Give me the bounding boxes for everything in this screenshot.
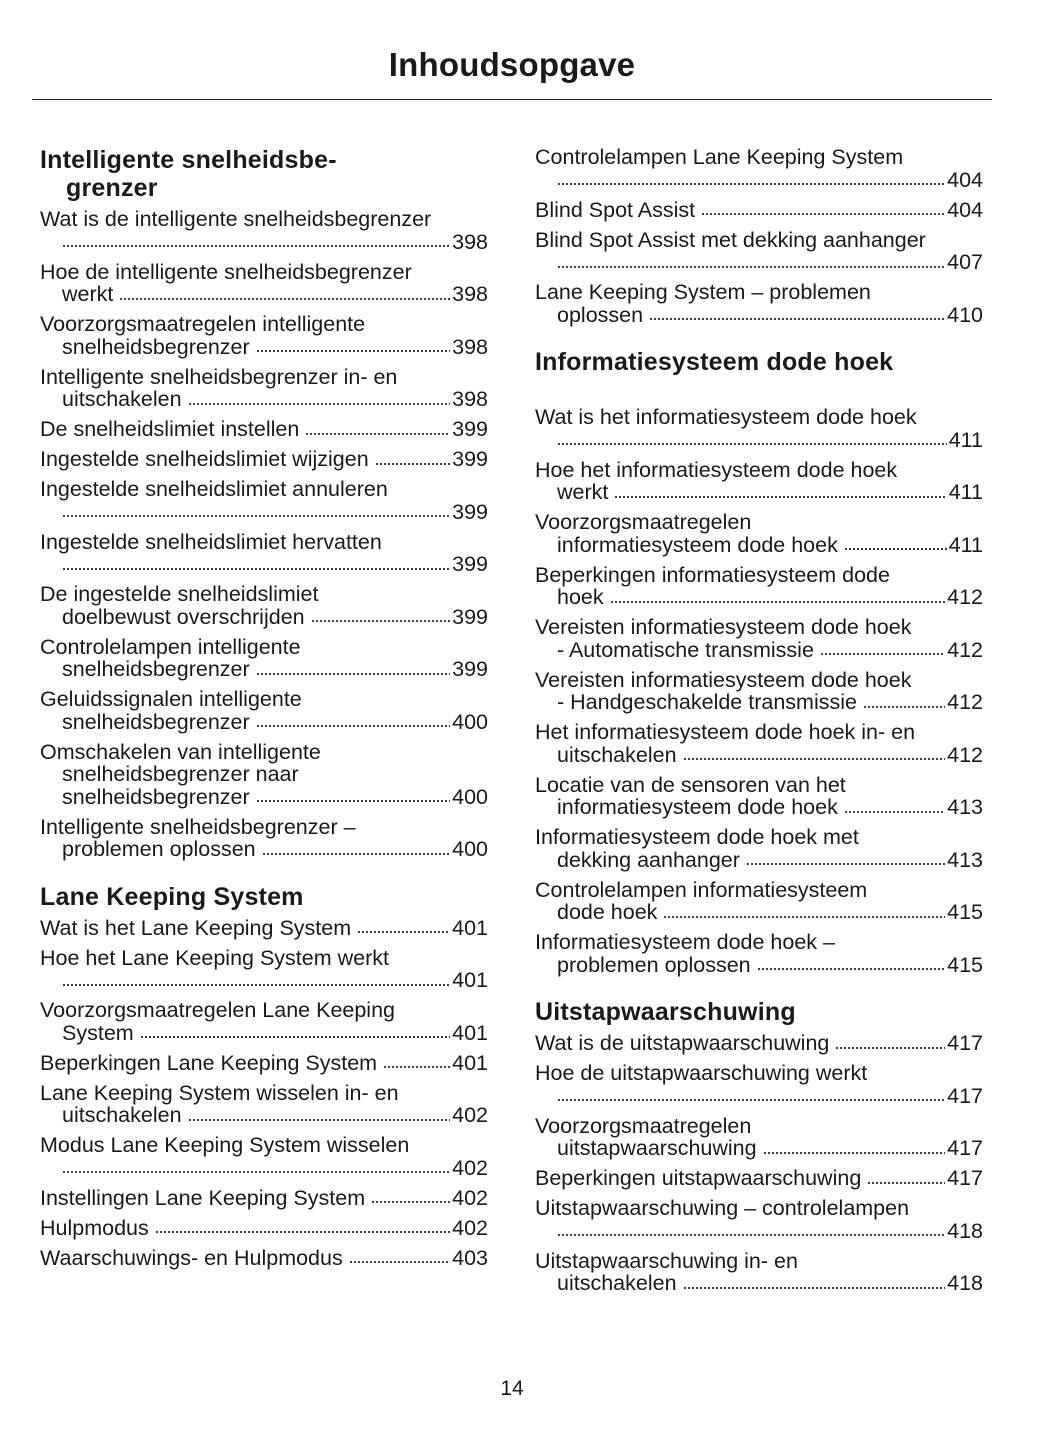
- dot-leader: [62, 242, 450, 248]
- toc-entry-line: [40, 583, 488, 606]
- toc-entry-line: [40, 283, 488, 306]
- toc-entry-line: [535, 534, 983, 557]
- toc-entry-line: [40, 838, 488, 861]
- toc-column-left: [40, 146, 488, 1277]
- toc-entry-page[interactable]: 417: [947, 1031, 983, 1055]
- toc-entry-page[interactable]: 411: [948, 427, 983, 452]
- toc-entry-line: [535, 774, 983, 797]
- toc-entry-text: uitschakelen: [62, 1103, 182, 1127]
- toc-section: [40, 883, 488, 1270]
- toc-entry[interactable]: [535, 1062, 983, 1107]
- toc-entry[interactable]: [535, 511, 983, 556]
- toc-entry-text: Controlelampen Lane Keeping System: [535, 145, 904, 169]
- toc-entry-line: [535, 251, 983, 274]
- dot-leader: [383, 1063, 450, 1069]
- toc-entry-text: Hoe het Lane Keeping System werkt: [40, 945, 389, 970]
- toc-entry-line: [535, 304, 983, 327]
- toc-entry-line: [40, 606, 488, 629]
- toc-entry[interactable]: [535, 826, 983, 871]
- toc-entry-text: Geluidssignalen intelligente: [40, 687, 302, 711]
- dot-leader: [610, 598, 946, 604]
- toc-entry[interactable]: [535, 229, 983, 274]
- toc-entry[interactable]: [40, 947, 488, 992]
- toc-entry-text: Blind Spot Assist met dekking aanhanger: [535, 227, 926, 252]
- toc-entry-page[interactable]: 399: [452, 657, 488, 681]
- dot-leader: [256, 670, 450, 676]
- toc-entry[interactable]: [40, 688, 488, 733]
- toc-entry[interactable]: [40, 366, 488, 411]
- toc-entry-line: [535, 1115, 983, 1138]
- toc-entry-line: [535, 1197, 983, 1220]
- dot-leader: [357, 928, 450, 934]
- toc-entry[interactable]: [535, 931, 983, 976]
- toc-column-right: [535, 146, 983, 1302]
- section-heading-line: grenzer: [66, 174, 158, 202]
- section-heading: [40, 146, 488, 202]
- toc-entry-line: [40, 531, 488, 554]
- dot-leader: [305, 430, 450, 436]
- dot-leader: [557, 440, 947, 446]
- toc-entry-page[interactable]: 403: [452, 1245, 488, 1270]
- toc-entry-page[interactable]: 399: [452, 499, 488, 524]
- toc-entry-text: snelheidsbegrenzer: [62, 709, 250, 734]
- toc-entry-text: Controlelampen intelligente: [40, 634, 301, 659]
- toc-entry-page[interactable]: 400: [452, 784, 488, 809]
- toc-entry-line: [535, 849, 983, 872]
- toc-section: [535, 146, 983, 326]
- toc-entry-text: Locatie van de sensoren van het: [535, 772, 846, 797]
- toc-entry-text: problemen oplossen: [557, 952, 751, 977]
- toc-entry-text: Hulpmodus: [40, 1215, 149, 1240]
- toc-entry-line: [535, 586, 983, 609]
- toc-entry-page[interactable]: 401: [452, 968, 488, 992]
- toc-entry-text: Ingestelde snelheidslimiet wijzigen: [40, 447, 369, 471]
- dot-leader: [701, 210, 945, 216]
- toc-entry-page[interactable]: 415: [947, 952, 983, 977]
- toc-entry-line: [535, 229, 983, 252]
- toc-entry[interactable]: [535, 721, 983, 766]
- toc-entry-line: [535, 639, 983, 662]
- toc-entry-text: Beperkingen Lane Keeping System: [40, 1050, 378, 1075]
- toc-entry-text: Voorzorgsmaatregelen Lane Keeping: [40, 998, 396, 1022]
- toc-entry-line: [535, 1272, 983, 1295]
- toc-entry[interactable]: [40, 1247, 488, 1270]
- section-heading: [40, 883, 488, 911]
- toc-entry-line: [535, 954, 983, 977]
- toc-entry-text: informatiesysteem dode hoek: [557, 532, 838, 557]
- toc-entry-line: [535, 1032, 983, 1055]
- toc-entry-text: Voorzorgsmaatregelen intelligente: [40, 312, 366, 336]
- toc-entry-text: - Handgeschakelde transmissie: [557, 690, 857, 714]
- toc-entry-page[interactable]: 417: [947, 1136, 983, 1160]
- toc-entry-line: [535, 669, 983, 692]
- toc-entry-text: Wat is de intelligente snelheidsbegrenzer: [40, 207, 432, 231]
- dot-leader: [557, 1096, 945, 1102]
- toc-entry-line: [40, 1157, 488, 1180]
- toc-entry-text: Hoe het informatiesysteem dode hoek: [535, 457, 898, 482]
- title-divider: [32, 99, 992, 100]
- toc-entry-page[interactable]: 399: [452, 417, 488, 441]
- toc-entry-line: [40, 1247, 488, 1270]
- toc-entry-text: Omschakelen van intelligente: [40, 739, 321, 764]
- toc-entry-line: [40, 947, 488, 970]
- toc-entry-line: [535, 511, 983, 534]
- toc-entry-line: [40, 1134, 488, 1157]
- toc-entry-line: [535, 1167, 983, 1190]
- toc-entry[interactable]: [40, 478, 488, 523]
- toc-entry-page[interactable]: 412: [947, 585, 983, 609]
- toc-entry-line: [535, 281, 983, 304]
- toc-entry[interactable]: [40, 816, 488, 861]
- toc-entry-line: [40, 1052, 488, 1075]
- toc-entry[interactable]: [535, 1032, 983, 1055]
- toc-entry-page[interactable]: 415: [947, 900, 983, 924]
- toc-entry-page[interactable]: 413: [947, 795, 983, 819]
- toc-entry[interactable]: [40, 418, 488, 441]
- toc-entry-text: Modus Lane Keeping System wisselen: [40, 1133, 410, 1157]
- toc-entry-text: Hoe de intelligente snelheidsbegrenzer: [40, 259, 412, 284]
- dot-leader: [835, 1044, 945, 1050]
- toc-entry-line: [40, 658, 488, 681]
- toc-entry-line: [40, 208, 488, 231]
- toc-entry-page[interactable]: 411: [948, 480, 983, 504]
- toc-entry[interactable]: [535, 1250, 983, 1295]
- toc-entry-line: [40, 763, 488, 786]
- toc-entry-text: Hoe de uitstapwaarschuwing werkt: [535, 1061, 868, 1085]
- toc-entry[interactable]: [535, 616, 983, 661]
- toc-entry[interactable]: [40, 313, 488, 358]
- toc-entry-text: uitschakelen: [557, 1271, 677, 1295]
- toc-entry[interactable]: [40, 531, 488, 576]
- dot-leader: [820, 650, 945, 656]
- toc-entry-text: Het informatiesysteem dode hoek in- en: [535, 720, 916, 744]
- toc-entry-line: [40, 231, 488, 254]
- dot-leader: [663, 913, 945, 919]
- toc-entry-line: [40, 917, 488, 940]
- dot-leader: [349, 1258, 450, 1264]
- toc-entry[interactable]: [40, 208, 488, 253]
- dot-leader: [62, 565, 450, 571]
- toc-entry-page[interactable]: 418: [947, 1271, 983, 1295]
- dot-leader: [188, 1116, 451, 1122]
- dot-leader: [683, 1284, 946, 1290]
- toc-entry-page[interactable]: 402: [452, 1185, 488, 1210]
- toc-entry-text: Informatiesysteem dode hoek met: [535, 825, 859, 849]
- toc-entry-line: [40, 1082, 488, 1105]
- dot-leader: [371, 1198, 450, 1204]
- toc-entry-text: uitschakelen: [62, 387, 182, 411]
- toc-entry-page[interactable]: 401: [452, 1050, 488, 1075]
- toc-entry[interactable]: [535, 669, 983, 714]
- toc-entry-text: Intelligente snelheidsbegrenzer in- en: [40, 364, 398, 389]
- toc-entry[interactable]: [535, 459, 983, 504]
- toc-entry[interactable]: [535, 564, 983, 609]
- page-number: 14: [500, 1377, 524, 1400]
- toc-entry-text: Beperkingen informatiesysteem dode: [535, 562, 890, 587]
- dot-leader: [256, 797, 450, 803]
- toc-entry-line: [535, 931, 983, 954]
- toc-entry-text: hoek: [557, 585, 604, 609]
- dot-leader: [844, 545, 947, 551]
- toc-entry-line: [40, 969, 488, 992]
- toc-entry-text: Lane Keeping System – problemen: [535, 280, 871, 304]
- toc-entry-text: Waarschuwings- en Hulpmodus: [40, 1245, 343, 1270]
- toc-entry-page[interactable]: 400: [452, 837, 488, 861]
- toc-entry[interactable]: [535, 146, 983, 191]
- dot-leader: [867, 1179, 945, 1185]
- toc-entry-line: [535, 459, 983, 482]
- toc-entry-text: Wat is het informatiesysteem dode hoek: [535, 405, 917, 429]
- toc-entry[interactable]: [535, 281, 983, 326]
- toc-entry[interactable]: [535, 1115, 983, 1160]
- toc-entry-page[interactable]: 404: [947, 167, 983, 192]
- toc-entry-line: [40, 636, 488, 659]
- toc-entry-page[interactable]: 413: [947, 847, 983, 872]
- toc-entry-text: De ingestelde snelheidslimiet: [40, 582, 319, 606]
- toc-entry[interactable]: [40, 1187, 488, 1210]
- toc-entry-line: [535, 1220, 983, 1243]
- page-title: Inhoudsopgave: [388, 46, 636, 83]
- toc-entry-line: [535, 169, 983, 192]
- toc-entry-text: dode hoek: [557, 900, 658, 924]
- toc-entry-text: Lane Keeping System wisselen in- en: [40, 1080, 399, 1105]
- toc-entry-line: [535, 901, 983, 924]
- toc-entry-page[interactable]: 402: [452, 1155, 488, 1180]
- dot-leader: [119, 295, 450, 301]
- dot-leader: [311, 617, 451, 623]
- section-heading-line: Intelligente snelheidsbe-: [40, 146, 337, 174]
- section-heading: [535, 998, 983, 1026]
- toc-entry-line: [535, 146, 983, 169]
- toc-entry-line: [40, 336, 488, 359]
- toc-entry-line: [40, 786, 488, 809]
- toc-entry-page[interactable]: 400: [452, 709, 488, 734]
- toc-entry-text: - Automatische transmissie: [557, 637, 814, 662]
- toc-entry-line: [535, 564, 983, 587]
- toc-entry-line: [535, 1062, 983, 1085]
- toc-entry-page[interactable]: 402: [452, 1103, 488, 1127]
- toc-entry-text: Controlelampen informatiesysteem: [535, 877, 868, 902]
- toc-entry-line: [40, 388, 488, 411]
- dot-leader: [844, 808, 945, 814]
- toc-entry-line: [40, 711, 488, 734]
- toc-entry-text: Blind Spot Assist: [535, 197, 696, 222]
- toc-entry-text: Instellingen Lane Keeping System: [40, 1185, 366, 1210]
- toc-entry-text: Uitstapwaarschuwing in- en: [535, 1248, 798, 1273]
- dot-leader: [757, 965, 945, 971]
- dot-leader: [863, 703, 945, 709]
- toc-entry[interactable]: [40, 1082, 488, 1127]
- toc-entry-page[interactable]: 398: [452, 229, 488, 254]
- toc-entry-line: [535, 691, 983, 714]
- toc-entry-line: [40, 1217, 488, 1240]
- toc-entry-text: informatiesysteem dode hoek: [557, 795, 838, 819]
- toc-entry[interactable]: [40, 583, 488, 628]
- toc-entry-page[interactable]: 417: [947, 1166, 983, 1190]
- toc-entry-line: [40, 816, 488, 839]
- dot-leader: [140, 1033, 450, 1039]
- toc-entry[interactable]: [40, 917, 488, 940]
- toc-entry-line: [535, 721, 983, 744]
- toc-entry-text: snelheidsbegrenzer: [62, 784, 250, 809]
- toc-entry[interactable]: [40, 1052, 488, 1075]
- toc-section: [40, 146, 488, 861]
- section-heading-line: Lane Keeping System: [40, 882, 304, 911]
- toc-entry-line: [40, 261, 488, 284]
- dot-leader: [746, 860, 945, 866]
- toc-entry-text: Vereisten informatiesysteem dode hoek: [535, 615, 912, 639]
- dot-leader: [649, 315, 945, 321]
- toc-entry-line: [535, 199, 983, 222]
- toc-entry-line: [40, 366, 488, 389]
- toc-entry-line: [40, 999, 488, 1022]
- toc-entry-line: [535, 429, 983, 452]
- toc-entry-line: [535, 1137, 983, 1160]
- dot-leader: [763, 1149, 946, 1155]
- toc-entry-page[interactable]: 412: [947, 690, 983, 714]
- toc-entry-page[interactable]: 418: [947, 1218, 983, 1243]
- toc-entry-page[interactable]: 412: [947, 637, 983, 662]
- toc-entry-page[interactable]: 404: [947, 197, 983, 222]
- toc-entry[interactable]: [40, 741, 488, 809]
- dot-leader: [557, 180, 945, 186]
- toc-entry-page[interactable]: 399: [452, 447, 488, 471]
- toc-entry-page[interactable]: 407: [947, 250, 983, 274]
- toc-entry-line: [535, 796, 983, 819]
- toc-entry-line: [40, 478, 488, 501]
- toc-entry[interactable]: [40, 999, 488, 1044]
- toc-entry-line: [40, 741, 488, 764]
- toc-section: [535, 348, 983, 976]
- toc-entry-page[interactable]: 398: [452, 334, 488, 359]
- section-heading-line: Uitstapwaarschuwing: [535, 998, 796, 1026]
- toc-entry-text: uitschakelen: [557, 742, 677, 767]
- toc-entry-page[interactable]: 412: [947, 742, 983, 767]
- dot-leader: [557, 263, 945, 269]
- toc-entry-text: problemen oplossen: [62, 837, 256, 861]
- dot-leader: [62, 1168, 450, 1174]
- section-heading-line: Informatiesysteem dode hoek: [535, 348, 894, 376]
- toc-entry-text: System: [62, 1020, 134, 1045]
- dot-leader: [614, 493, 946, 499]
- toc-entry-text: Voorzorgsmaatregelen: [535, 510, 752, 534]
- toc-entry-text: Uitstapwaarschuwing – controlelampen: [535, 1196, 910, 1220]
- toc-entry-line: [40, 501, 488, 524]
- toc-entry[interactable]: [40, 1217, 488, 1240]
- toc-entry-text: De snelheidslimiet instellen: [40, 417, 300, 441]
- dot-leader: [188, 400, 451, 406]
- toc-entry-line: [40, 1104, 488, 1127]
- dot-leader: [262, 850, 450, 856]
- toc-entry-line: [535, 826, 983, 849]
- toc-entry[interactable]: [535, 879, 983, 924]
- toc-entry-text: Informatiesysteem dode hoek –: [535, 930, 835, 954]
- dot-leader: [62, 981, 450, 987]
- toc-entry-text: Wat is de uitstapwaarschuwing: [535, 1031, 830, 1055]
- dot-leader: [375, 460, 450, 466]
- toc-entry[interactable]: [535, 1197, 983, 1242]
- toc-entry-page[interactable]: 398: [452, 387, 488, 411]
- toc-entry-text: werkt: [62, 282, 114, 306]
- toc-entry-page[interactable]: 410: [947, 302, 983, 327]
- toc-entry-line: [40, 1187, 488, 1210]
- toc-entry[interactable]: [535, 1167, 983, 1190]
- toc-entry-page[interactable]: 402: [452, 1215, 488, 1240]
- toc-entry-line: [40, 688, 488, 711]
- toc-entry-line: [535, 744, 983, 767]
- toc-entry-text: werkt: [557, 480, 609, 504]
- toc-entry-page[interactable]: 401: [452, 1020, 488, 1045]
- toc-entry-text: Vereisten informatiesysteem dode hoek: [535, 667, 912, 692]
- toc-entry[interactable]: [535, 774, 983, 819]
- dot-leader: [62, 512, 450, 518]
- toc-entry-line: [535, 616, 983, 639]
- toc-entry[interactable]: [40, 261, 488, 306]
- toc-entry-line: [40, 313, 488, 336]
- toc-entry[interactable]: [40, 448, 488, 471]
- toc-entry-line: [535, 1085, 983, 1108]
- toc-entry[interactable]: [40, 636, 488, 681]
- toc-entry-line: [40, 553, 488, 576]
- toc-entry-line: [535, 481, 983, 504]
- toc-entry-page[interactable]: 398: [452, 282, 488, 306]
- toc-entry[interactable]: [535, 406, 983, 451]
- toc-entry-text: snelheidsbegrenzer naar: [62, 762, 299, 786]
- toc-entry-text: Ingestelde snelheidslimiet hervatten: [40, 529, 382, 554]
- toc-entry-page[interactable]: 411: [948, 532, 983, 557]
- toc-entry-line: [40, 1022, 488, 1045]
- toc-entry-page[interactable]: 399: [452, 552, 488, 576]
- dot-leader: [256, 347, 450, 353]
- toc-entry-line: [40, 418, 488, 441]
- toc-entry-page[interactable]: 417: [947, 1083, 983, 1108]
- toc-entry-text: doelbewust overschrijden: [62, 604, 305, 629]
- toc-entry-text: Wat is het Lane Keeping System: [40, 915, 352, 940]
- toc-entry-line: [40, 448, 488, 471]
- toc-entry-text: oplossen: [557, 302, 644, 327]
- dot-leader: [155, 1228, 450, 1234]
- dot-leader: [256, 722, 450, 728]
- toc-entry-page[interactable]: 401: [452, 915, 488, 940]
- toc-entry-text: snelheidsbegrenzer: [62, 334, 250, 359]
- toc-entry-page[interactable]: 399: [452, 604, 488, 629]
- toc-entry-line: [535, 1250, 983, 1273]
- toc-entry-text: Ingestelde snelheidslimiet annuleren: [40, 477, 388, 501]
- toc-section: [535, 998, 983, 1295]
- section-heading: [535, 348, 983, 376]
- toc-entry-text: snelheidsbegrenzer: [62, 657, 250, 681]
- toc-entry[interactable]: [535, 199, 983, 222]
- toc-entry[interactable]: [40, 1134, 488, 1179]
- toc-entry-text: dekking aanhanger: [557, 847, 740, 872]
- toc-entry-text: Beperkingen uitstapwaarschuwing: [535, 1166, 862, 1190]
- dot-leader: [557, 1231, 945, 1237]
- toc-entry-text: Voorzorgsmaatregelen: [535, 1113, 752, 1138]
- toc-entry-text: uitstapwaarschuwing: [557, 1136, 757, 1160]
- toc-entry-text: Intelligente snelheidsbegrenzer –: [40, 814, 356, 839]
- dot-leader: [683, 755, 946, 761]
- toc-entry-line: [535, 406, 983, 429]
- toc-entry-line: [535, 879, 983, 902]
